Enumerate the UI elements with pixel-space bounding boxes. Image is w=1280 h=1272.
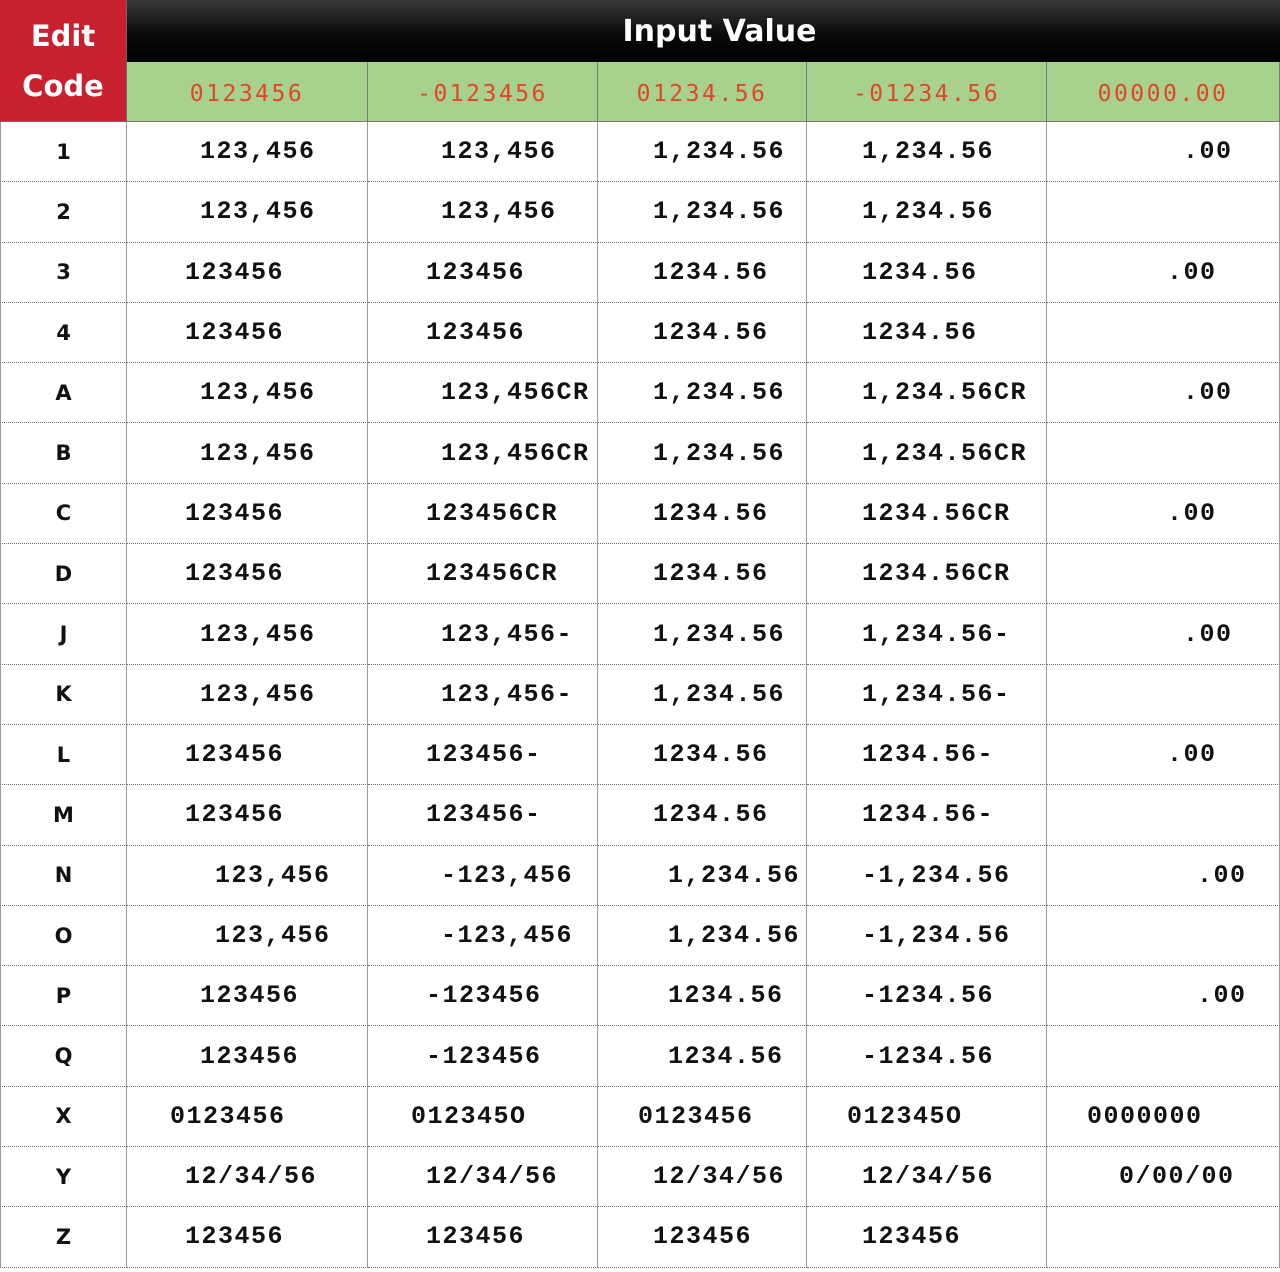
result-value-cell: -123456 (368, 966, 598, 1026)
result-value-cell: 1,234.56 (598, 423, 807, 483)
result-value-cell: 123456CR (368, 484, 598, 544)
result-value-cell: 123456 (127, 484, 368, 544)
result-value-cell: 1,234.56 (598, 846, 807, 906)
edit-code-cell: K (0, 665, 127, 725)
edit-code-cell: Z (0, 1207, 127, 1267)
result-value-cell: 1,234.56 (807, 182, 1047, 242)
input-column-header: -01234.56 (807, 62, 1047, 122)
edit-code-cell: M (0, 785, 127, 845)
result-value-cell: 123456 (598, 1207, 807, 1267)
result-value-cell (1047, 544, 1280, 604)
result-value-cell: 123456 (127, 243, 368, 303)
result-value-cell: 123,456 (127, 423, 368, 483)
result-value-cell: 123,456 (127, 846, 368, 906)
edit-code-cell: Q (0, 1026, 127, 1086)
result-value-cell: 1,234.56 (598, 182, 807, 242)
result-value-cell: 1234.56 (807, 303, 1047, 363)
result-value-cell: 1234.56- (807, 725, 1047, 785)
result-value-cell: 1,234.56 (598, 604, 807, 664)
result-value-cell: -123,456 (368, 846, 598, 906)
result-value-cell: .00 (1047, 243, 1280, 303)
edit-code-cell: 1 (0, 122, 127, 182)
edit-code-header (0, 0, 127, 122)
input-value-header: Input Value (127, 0, 1280, 62)
result-value-cell: 123,456CR (368, 363, 598, 423)
result-value-cell: 123456 (368, 1207, 598, 1267)
input-column-header: 00000.00 (1047, 62, 1280, 122)
edit-code-cell: J (0, 604, 127, 664)
edit-code-header-line2: Code (22, 68, 104, 103)
edit-code-cell: P (0, 966, 127, 1026)
result-value-cell: 1234.56CR (807, 484, 1047, 544)
edit-code-cell: Y (0, 1147, 127, 1207)
result-value-cell: 123,456 (127, 363, 368, 423)
result-value-cell: 123,456- (368, 604, 598, 664)
result-value-cell: 1,234.56 (807, 122, 1047, 182)
result-value-cell (1047, 303, 1280, 363)
result-value-cell: 123,456CR (368, 423, 598, 483)
result-value-cell: .00 (1047, 966, 1280, 1026)
edit-code-cell: A (0, 363, 127, 423)
result-value-cell: .00 (1047, 604, 1280, 664)
result-value-cell: 12/34/56 (598, 1147, 807, 1207)
result-value-cell: 1234.56 (598, 1026, 807, 1086)
edit-code-cell: N (0, 846, 127, 906)
edit-code-cell: D (0, 544, 127, 604)
input-column-header: -0123456 (368, 62, 598, 122)
result-value-cell: 123456 (127, 725, 368, 785)
edit-code-cell: B (0, 423, 127, 483)
result-value-cell (1047, 423, 1280, 483)
result-value-cell: 123,456 (127, 122, 368, 182)
result-value-cell: 1,234.56- (807, 604, 1047, 664)
result-value-cell: 1234.56 (598, 544, 807, 604)
result-value-cell: 123456 (127, 303, 368, 363)
result-value-cell: -1234.56 (807, 1026, 1047, 1086)
result-value-cell: 1,234.56- (807, 665, 1047, 725)
result-value-cell: 012345O (368, 1087, 598, 1147)
result-value-cell (1047, 785, 1280, 845)
edit-code-cell: X (0, 1087, 127, 1147)
result-value-cell: -1234.56 (807, 966, 1047, 1026)
result-value-cell: 123,456 (368, 182, 598, 242)
result-value-cell: 1,234.56 (598, 122, 807, 182)
result-value-cell: 123,456 (127, 604, 368, 664)
result-value-cell (1047, 182, 1280, 242)
result-value-cell: 1234.56 (598, 303, 807, 363)
result-value-cell: 1,234.56 (598, 665, 807, 725)
result-value-cell: 123456 (368, 243, 598, 303)
result-value-cell: 0/00/00 (1047, 1147, 1280, 1207)
result-value-cell: 1,234.56 (598, 906, 807, 966)
result-value-cell: 12/34/56 (127, 1147, 368, 1207)
result-value-cell: 12/34/56 (807, 1147, 1047, 1207)
edit-code-cell: L (0, 725, 127, 785)
result-value-cell: 1234.56 (807, 243, 1047, 303)
result-value-cell: -123,456 (368, 906, 598, 966)
result-value-cell (1047, 1207, 1280, 1267)
result-value-cell: 123456- (368, 725, 598, 785)
result-value-cell: 123456 (127, 544, 368, 604)
result-value-cell: .00 (1047, 363, 1280, 423)
result-value-cell: 1234.56CR (807, 544, 1047, 604)
result-value-cell: 1234.56 (598, 785, 807, 845)
result-value-cell: 1234.56- (807, 785, 1047, 845)
result-value-cell (1047, 906, 1280, 966)
result-value-cell: 1234.56 (598, 966, 807, 1026)
result-value-cell: 123456CR (368, 544, 598, 604)
edit-code-cell: 2 (0, 182, 127, 242)
result-value-cell: 123456 (127, 785, 368, 845)
input-column-header: 0123456 (127, 62, 368, 122)
result-value-cell: 123456 (368, 303, 598, 363)
result-value-cell: 1234.56 (598, 725, 807, 785)
result-value-cell: 12/34/56 (368, 1147, 598, 1207)
edit-code-cell: 4 (0, 303, 127, 363)
input-column-header: 01234.56 (598, 62, 807, 122)
result-value-cell (1047, 665, 1280, 725)
edit-code-cell: O (0, 906, 127, 966)
result-value-cell: -1,234.56 (807, 846, 1047, 906)
result-value-cell: .00 (1047, 484, 1280, 544)
result-value-cell: 123,456 (127, 182, 368, 242)
result-value-cell (1047, 1026, 1280, 1086)
edit-code-cell: C (0, 484, 127, 544)
edit-code-header-line1: Edit (30, 18, 96, 53)
result-value-cell: 1,234.56 (598, 363, 807, 423)
result-value-cell: -1,234.56 (807, 906, 1047, 966)
result-value-cell: 123,456 (127, 665, 368, 725)
result-value-cell: 1,234.56CR (807, 363, 1047, 423)
result-value-cell: 1234.56 (598, 243, 807, 303)
result-value-cell: 123456- (368, 785, 598, 845)
result-value-cell: 123456 (127, 966, 368, 1026)
result-value-cell: 123,456 (127, 906, 368, 966)
result-value-cell: 123456 (127, 1026, 368, 1086)
result-value-cell: .00 (1047, 846, 1280, 906)
edit-code-cell: 3 (0, 243, 127, 303)
result-value-cell: -123456 (368, 1026, 598, 1086)
result-value-cell: .00 (1047, 725, 1280, 785)
result-value-cell: 123,456- (368, 665, 598, 725)
result-value-cell: 0000000 (1047, 1087, 1280, 1147)
result-value-cell: 1,234.56CR (807, 423, 1047, 483)
result-value-cell: 123456 (127, 1207, 368, 1267)
result-value-cell: .00 (1047, 122, 1280, 182)
result-value-cell: 123,456 (368, 122, 598, 182)
result-value-cell: 0123456 (127, 1087, 368, 1147)
result-value-cell: 0123456 (598, 1087, 807, 1147)
result-value-cell: 012345O (807, 1087, 1047, 1147)
result-value-cell: 123456 (807, 1207, 1047, 1267)
result-value-cell: 1234.56 (598, 484, 807, 544)
